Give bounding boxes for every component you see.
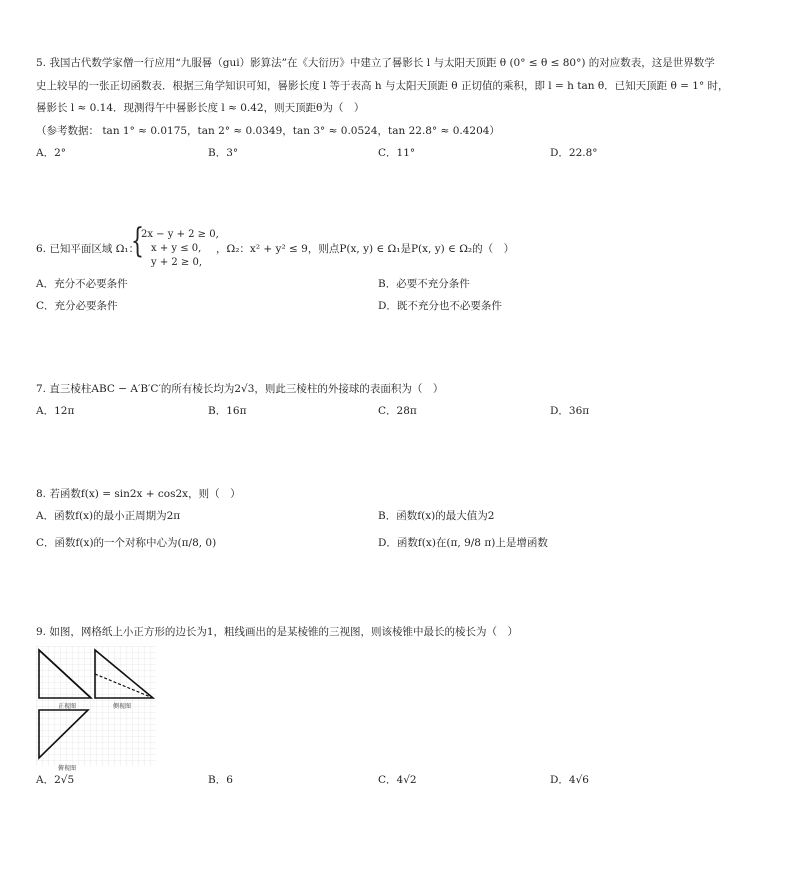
q8-option-b: B．函数f(x)的最大值为2: [378, 510, 495, 522]
q5-option-a: A．2°: [36, 147, 67, 159]
q5-line3: 晷影长 l ≈ 0.14．现测得午中晷影长度 l ≈ 0.42，则天顶距θ为（ ）: [36, 102, 365, 114]
q9-option-b: B．6: [208, 774, 233, 786]
q5-line2: 史上较早的一张正切函数表．根据三角学知识可知，晷影长度 l 等于表高 h 与太阳天顶距 θ 正切值的乘积，即 l = h tan θ．已知天顶距 θ = 1° 时，: [36, 80, 729, 92]
system-brace: {: [131, 221, 144, 261]
q7-option-d: D．36π: [550, 405, 590, 417]
q7-option-c: C．28π: [378, 405, 417, 417]
side-view-caption: 侧视图: [113, 703, 132, 710]
q9-option-c: C．4√2: [378, 774, 417, 786]
q8-stem: 8. 若函数f(x) = sin2x + cos2x，则（ ）: [36, 488, 241, 500]
q9-option-d: D．4√6: [550, 774, 589, 786]
q6-prefix: 6. 已知平面区域 Ω₁：: [36, 243, 140, 255]
q6-option-d: D．既不充分也不必要条件: [378, 300, 502, 312]
q5-line1: 5. 我国古代数学家僧一行应用“九服晷（gui）影算法”在《大衍历》中建立了晷影长 l 与太阳天顶距 θ (0° ≤ θ ≤ 80°) 的对应数表，这是世界数学: [36, 57, 715, 69]
q6-option-c: C．充分必要条件: [36, 300, 118, 312]
q7-option-b: B．16π: [208, 405, 247, 417]
q6-option-b: B．必要不充分条件: [378, 278, 470, 290]
q8-option-c: C．函数f(x)的一个对称中心为(π/8, 0): [36, 537, 217, 549]
q5-option-b: B．3°: [208, 147, 239, 159]
q6-ineq-3: y + 2 ≥ 0,: [151, 257, 203, 268]
q7-option-a: A．12π: [36, 405, 75, 417]
q9-stem: 9. 如图，网格纸上小正方形的边长为1，粗线画出的是某棱锥的三视图，则该棱锥中最长的棱长为（ ）: [36, 626, 519, 638]
front-view-caption: 正视图: [58, 703, 77, 710]
q6-ineq-1: 2x − y + 2 ≥ 0,: [141, 229, 219, 240]
q6-option-a: A．充分不必要条件: [36, 278, 128, 290]
top-view-caption: 俯视图: [58, 765, 77, 772]
q7-stem: 7. 直三棱柱ABC − A′B′C′的所有棱长均为2√3，则此三棱柱的外接球的表面积为（ ）: [36, 383, 444, 395]
q8-option-d: D．函数f(x)在(π, 9/8 π)上是增函数: [378, 537, 548, 549]
q9-option-a: A．2√5: [36, 774, 75, 786]
three-view-figure: [36, 646, 156, 766]
q5-option-d: D．22.8°: [550, 147, 598, 159]
q5-option-c: C．11°: [378, 147, 416, 159]
q8-option-a: A．函数f(x)的最小正周期为2π: [36, 510, 181, 522]
q5-reference-data: （参考数据： tan 1° ≈ 0.0175，tan 2° ≈ 0.0349，tan 3° ≈ 0.0524，tan 22.8° ≈ 0.4204）: [36, 125, 500, 137]
q6-suffix: ，Ω₂：x² + y² ≤ 9，则点P(x, y) ∈ Ω₁是P(x, y) ∈ Ω₂的（ ）: [216, 243, 515, 255]
q6-ineq-2: x + y ≤ 0,: [151, 243, 202, 254]
